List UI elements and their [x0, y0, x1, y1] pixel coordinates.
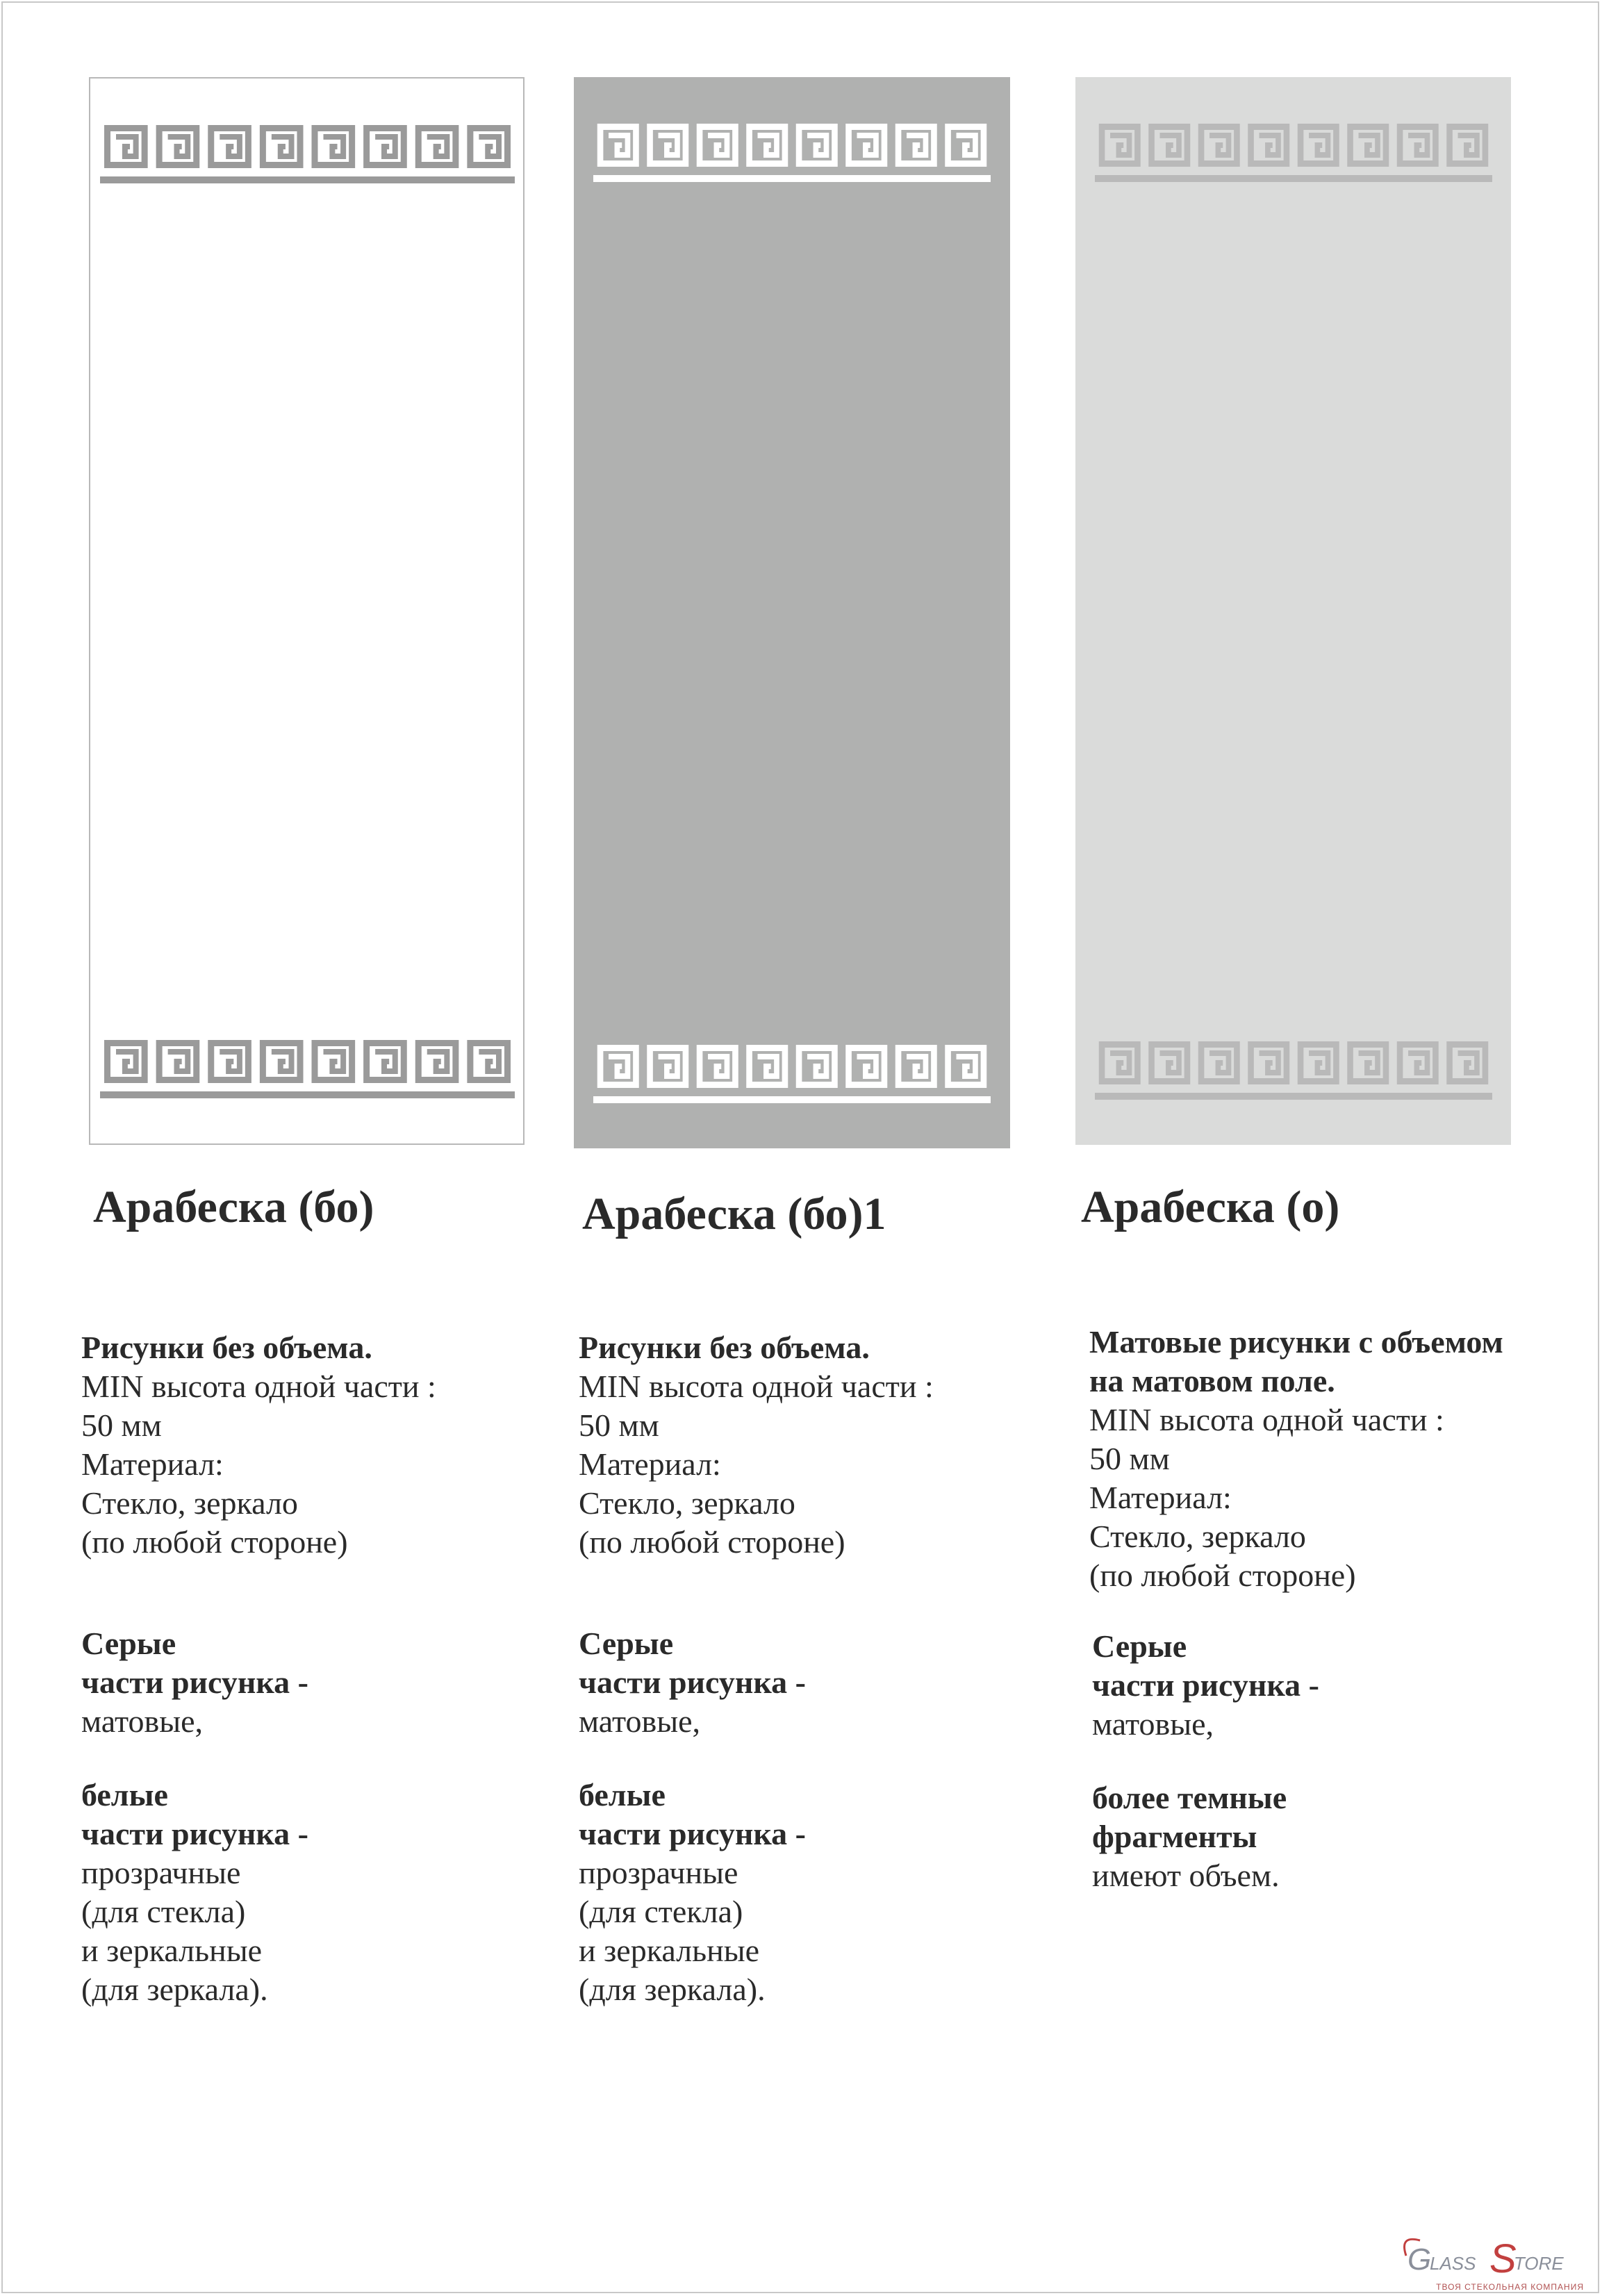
desc-line: (по любой стороне): [81, 1524, 348, 1560]
meander-spiral: [1110, 1053, 1129, 1073]
desc-line: Стекло, зеркало: [1089, 1519, 1306, 1554]
meander-spiral: [1209, 1053, 1228, 1073]
desc-line: Материал:: [1089, 1480, 1232, 1515]
desc-line: 50 мм: [81, 1407, 162, 1443]
note-line: матовые,: [579, 1703, 701, 1739]
meander-spiral: [272, 137, 292, 156]
description-column-1: [81, 1328, 526, 1562]
meander-spiral: [1309, 135, 1328, 155]
spacer: [81, 1741, 526, 1776]
note-bold-line: части рисунка -: [81, 1665, 308, 1700]
meander-spiral: [375, 1052, 395, 1071]
note-line: имеют объем.: [1092, 1858, 1280, 1893]
border-baseline: [593, 1096, 991, 1103]
logo-tagline: ТВОЯ СТЕКОЛЬНАЯ КОМПАНИЯ: [1436, 2282, 1584, 2292]
greek-key-border-top: [1095, 121, 1492, 183]
desc-line: Материал:: [81, 1446, 224, 1482]
meander-spiral: [479, 137, 499, 156]
meander-spiral: [1110, 135, 1129, 155]
meander-spiral: [1160, 1053, 1179, 1073]
meander-spiral: [220, 1052, 240, 1071]
meander-spiral: [807, 1057, 826, 1076]
meander-spiral: [375, 137, 395, 156]
panel-arabeska-o: [1075, 77, 1511, 1145]
description-column-2: [579, 1328, 1023, 1562]
meander-spiral: [708, 135, 727, 155]
note-bold-line: белые: [81, 1777, 168, 1812]
meander-spiral: [807, 135, 826, 155]
desc-bold-line: Матовые рисунки с объемом: [1089, 1324, 1503, 1360]
meander-spiral: [957, 1057, 975, 1076]
panel-arabeska-bo1: [574, 77, 1010, 1148]
meander-spiral: [659, 135, 677, 155]
note-line: матовые,: [1092, 1706, 1214, 1742]
meander-spiral: [1458, 1053, 1477, 1073]
desc-bold-line: Рисунки без объема.: [81, 1330, 372, 1365]
desc-bold-line: на матовом поле.: [1089, 1363, 1335, 1398]
meander-spiral: [1260, 135, 1278, 155]
meander-spiral: [857, 1057, 876, 1076]
svg-text:LASS: LASS: [1430, 2253, 1476, 2274]
meander-spiral: [116, 1052, 136, 1071]
meander-spiral: [1309, 1053, 1328, 1073]
meander-spiral: [857, 135, 876, 155]
note-bold-line: части рисунка -: [81, 1816, 308, 1851]
note-line: матовые,: [81, 1703, 204, 1739]
greek-key-border-bottom: [593, 1042, 991, 1105]
note-bold-line: Серые: [1092, 1628, 1187, 1664]
meander-spiral: [324, 1052, 344, 1071]
meander-spiral: [427, 1052, 447, 1071]
meander-spiral: [1359, 1053, 1378, 1073]
meander-spiral: [907, 1057, 925, 1076]
note-bold-line: Серые: [579, 1626, 674, 1661]
desc-bold-line: Рисунки без объема.: [579, 1330, 870, 1365]
desc-line: MIN высота одной части :: [81, 1369, 436, 1404]
note-column-1: [81, 1624, 526, 2009]
greek-key-border-top: [593, 121, 991, 183]
spacer: [1092, 1744, 1537, 1778]
meander-spiral: [659, 1057, 677, 1076]
desc-line: MIN высота одной части :: [1089, 1402, 1444, 1437]
meander-spiral: [1260, 1053, 1278, 1073]
meander-spiral: [116, 137, 136, 156]
title-arabeska-bo: Арабеска (бо): [93, 1182, 374, 1232]
border-baseline: [1095, 175, 1492, 182]
meander-spiral: [758, 135, 777, 155]
note-column-3: [1092, 1627, 1537, 1895]
note-line: (для стекла): [579, 1894, 743, 1929]
desc-line: (по любой стороне): [1089, 1558, 1356, 1593]
title-arabeska-bo1: Арабеска (бо)1: [582, 1189, 886, 1239]
spacer: [579, 1741, 1023, 1776]
note-line: прозрачные: [579, 1855, 738, 1890]
meander-spiral: [324, 137, 344, 156]
border-baseline: [1095, 1093, 1492, 1100]
note-bold-line: фрагменты: [1092, 1819, 1257, 1854]
note-line: (для зеркала).: [81, 1972, 268, 2007]
note-line: (для стекла): [81, 1894, 246, 1929]
border-baseline: [593, 175, 991, 182]
desc-line: 50 мм: [579, 1407, 659, 1443]
desc-line: Стекло, зеркало: [579, 1485, 795, 1521]
greek-key-border-bottom: [1095, 1039, 1492, 1101]
greek-key-border-top: [100, 122, 515, 185]
note-bold-line: части рисунка -: [579, 1816, 806, 1851]
note-line: и зеркальные: [81, 1933, 263, 1968]
note-column-2: [579, 1624, 1023, 2009]
meander-spiral: [957, 135, 975, 155]
title-arabeska-o: Арабеска (о): [1081, 1182, 1340, 1232]
border-baseline: [100, 176, 515, 183]
meander-spiral: [609, 135, 627, 155]
desc-line: MIN высота одной части :: [579, 1369, 934, 1404]
border-baseline: [100, 1091, 515, 1098]
meander-spiral: [168, 137, 188, 156]
meander-spiral: [1408, 135, 1427, 155]
description-column-3: [1089, 1323, 1576, 1595]
note-line: (для зеркала).: [579, 1972, 766, 2007]
meander-spiral: [1160, 135, 1179, 155]
note-line: прозрачные: [81, 1855, 241, 1890]
meander-spiral: [708, 1057, 727, 1076]
desc-line: (по любой стороне): [579, 1524, 845, 1560]
svg-text:TORE: TORE: [1514, 2253, 1564, 2274]
meander-spiral: [758, 1057, 777, 1076]
note-bold-line: Серые: [81, 1626, 176, 1661]
svg-text:S: S: [1489, 2236, 1517, 2281]
glassstore-logo: [1392, 2228, 1587, 2290]
desc-line: Материал:: [579, 1446, 721, 1482]
note-bold-line: части рисунка -: [1092, 1667, 1319, 1703]
note-line: и зеркальные: [579, 1933, 760, 1968]
meander-spiral: [1458, 135, 1477, 155]
meander-spiral: [479, 1052, 499, 1071]
meander-spiral: [272, 1052, 292, 1071]
meander-spiral: [1209, 135, 1228, 155]
note-bold-line: более темные: [1092, 1780, 1287, 1815]
meander-spiral: [907, 135, 925, 155]
meander-spiral: [168, 1052, 188, 1071]
note-bold-line: части рисунка -: [579, 1665, 806, 1700]
desc-line: 50 мм: [1089, 1441, 1170, 1476]
desc-line: Стекло, зеркало: [81, 1485, 298, 1521]
meander-spiral: [609, 1057, 627, 1076]
svg-text:G: G: [1407, 2243, 1432, 2277]
meander-spiral: [1359, 135, 1378, 155]
meander-spiral: [427, 137, 447, 156]
meander-spiral: [220, 137, 240, 156]
greek-key-border-bottom: [100, 1037, 515, 1100]
note-bold-line: белые: [579, 1777, 666, 1812]
panel-arabeska-bo: [89, 77, 525, 1145]
meander-spiral: [1408, 1053, 1427, 1073]
